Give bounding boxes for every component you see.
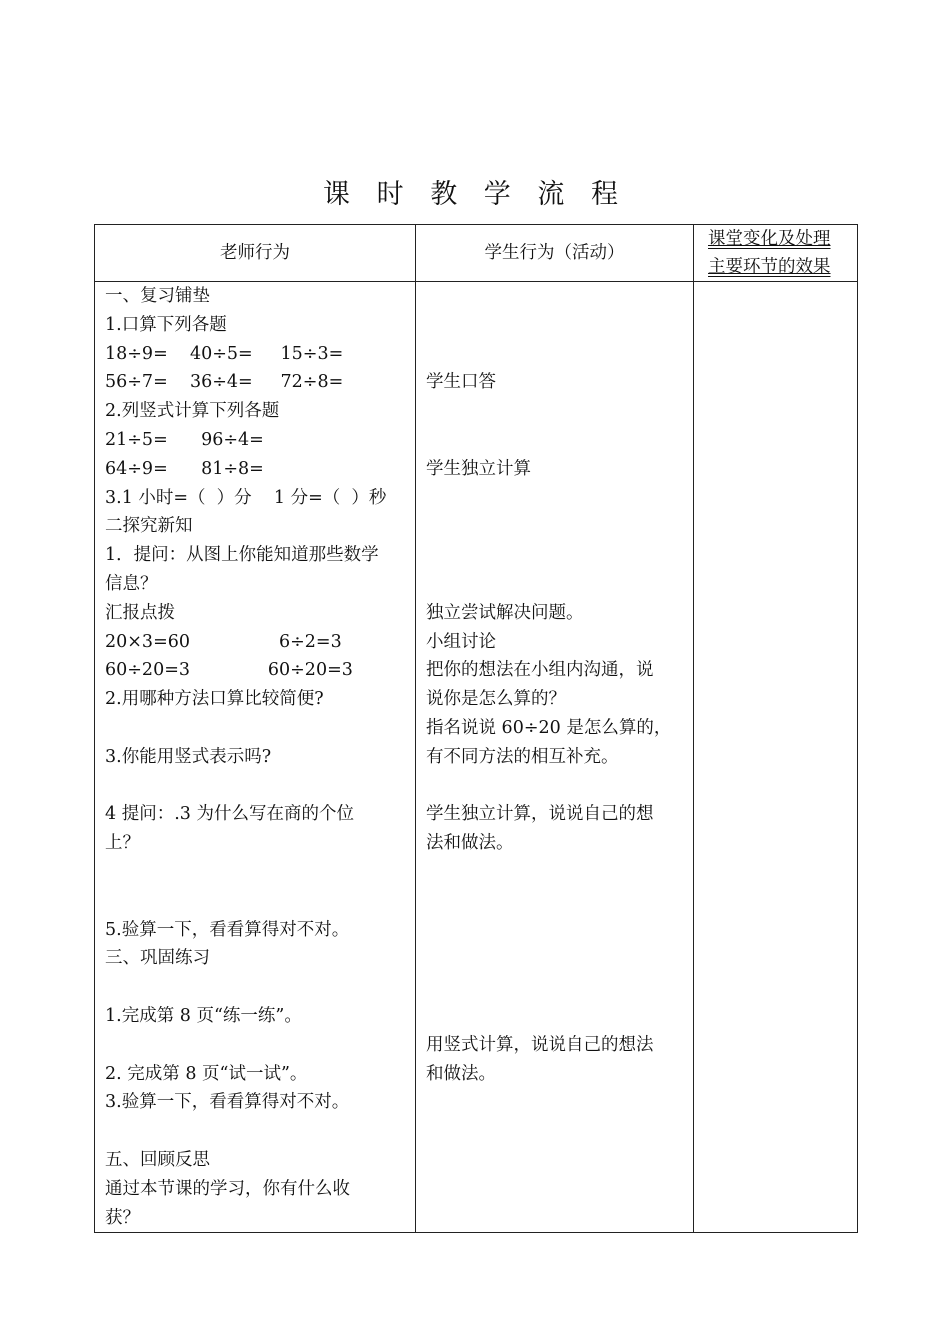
student-line: 学生口答 [426,372,496,393]
page-title: 课 时 教 学 流 程 [323,179,627,210]
table-body-row [95,282,858,1233]
teacher-line: 56÷7= 36÷4= 72÷8= [105,372,344,393]
teacher-line [105,714,415,743]
teacher-line: 1.完成第 8 页“练一练”。 [105,1005,302,1026]
header-teacher: 老师行为 [95,225,416,282]
student-line: 学生独立计算，说说自己的想 [426,804,654,825]
notes-column [694,282,858,1233]
teacher-line: 上？ [105,833,140,854]
student-line: 法和做法。 [426,833,514,854]
student-column [416,282,694,1233]
student-line [426,340,693,369]
student-line [426,397,693,426]
student-line [426,541,693,570]
lesson-flow-table [94,224,858,1233]
student-line [426,570,693,599]
student-line: 学生独立计算 [426,458,531,479]
student-line: 说你是怎么算的？ [426,689,566,710]
header-notes-line2: 主要环节的效果 [708,257,831,277]
teacher-line: 3.1 小时=（ ）分 1 分=（ ）秒 [105,487,387,508]
teacher-line: 3.验算一下，看看算得对不对。 [105,1092,350,1113]
teacher-line [105,858,415,887]
teacher-line: 二探究新知 [105,516,193,537]
teacher-line [105,1031,415,1060]
teacher-line: 获？ [105,1207,140,1228]
table-header-row [95,225,858,282]
student-line [426,512,693,541]
teacher-line: 2.用哪种方法口算比较简便? [105,689,324,710]
teacher-line: 信息？ [105,573,158,594]
header-student: 学生行为（活动） [416,225,694,282]
header-notes-line1: 课堂变化及处理 [708,229,831,249]
student-line [426,916,693,945]
teacher-content [95,282,415,1232]
student-line [426,944,693,973]
teacher-line: 汇报点拨 [105,602,175,623]
teacher-line [105,973,415,1002]
teacher-line: 1．提问：从图上你能知道那些数学 [105,545,379,566]
teacher-line: 21÷5= 96÷4= [105,429,264,450]
teacher-line: 20×3=60 6÷2=3 [105,631,342,652]
student-line [426,973,693,1002]
student-line: 独立尝试解决问题。 [426,602,584,623]
student-line [426,426,693,455]
teacher-line: 3.你能用竖式表示吗? [105,746,272,767]
student-line [426,772,693,801]
teacher-line: 一、复习铺垫 [105,286,210,306]
student-line: 有不同方法的相互补充。 [426,746,619,767]
teacher-line: 1.口算下列各题 [105,314,227,335]
student-line [426,282,693,311]
student-line [426,858,693,887]
student-line [426,311,693,340]
header-notes [694,225,858,282]
teacher-line [105,772,415,801]
student-line [426,887,693,916]
student-line [426,1002,693,1031]
teacher-line [105,1117,415,1146]
teacher-line [105,887,415,916]
teacher-column [95,282,416,1233]
student-line: 和做法。 [426,1063,496,1084]
teacher-line: 五、回顾反思 [105,1149,210,1170]
teacher-line: 2.列竖式计算下列各题 [105,401,280,422]
student-line [426,484,693,513]
teacher-line: 4 提问：.3 为什么写在商的个位 [105,804,354,825]
student-line: 指名说说 60÷20 是怎么算的， [426,717,672,738]
teacher-line: 三、巩固练习 [105,948,210,969]
student-line: 小组讨论 [426,631,496,652]
teacher-line: 18÷9= 40÷5= 15÷3= [105,343,344,364]
student-line: 把你的想法在小组内沟通，说 [426,660,654,681]
student-line: 用竖式计算，说说自己的想法 [426,1034,654,1055]
teacher-line: 60÷20=3 60÷20=3 [105,660,353,681]
teacher-line: 5.验算一下，看看算得对不对。 [105,919,350,940]
teacher-line: 2. 完成第 8 页“试一试”。 [105,1063,308,1084]
student-content [416,282,693,1088]
teacher-line: 64÷9= 81÷8= [105,458,264,479]
teacher-line: 通过本节课的学习，你有什么收 [105,1178,350,1199]
